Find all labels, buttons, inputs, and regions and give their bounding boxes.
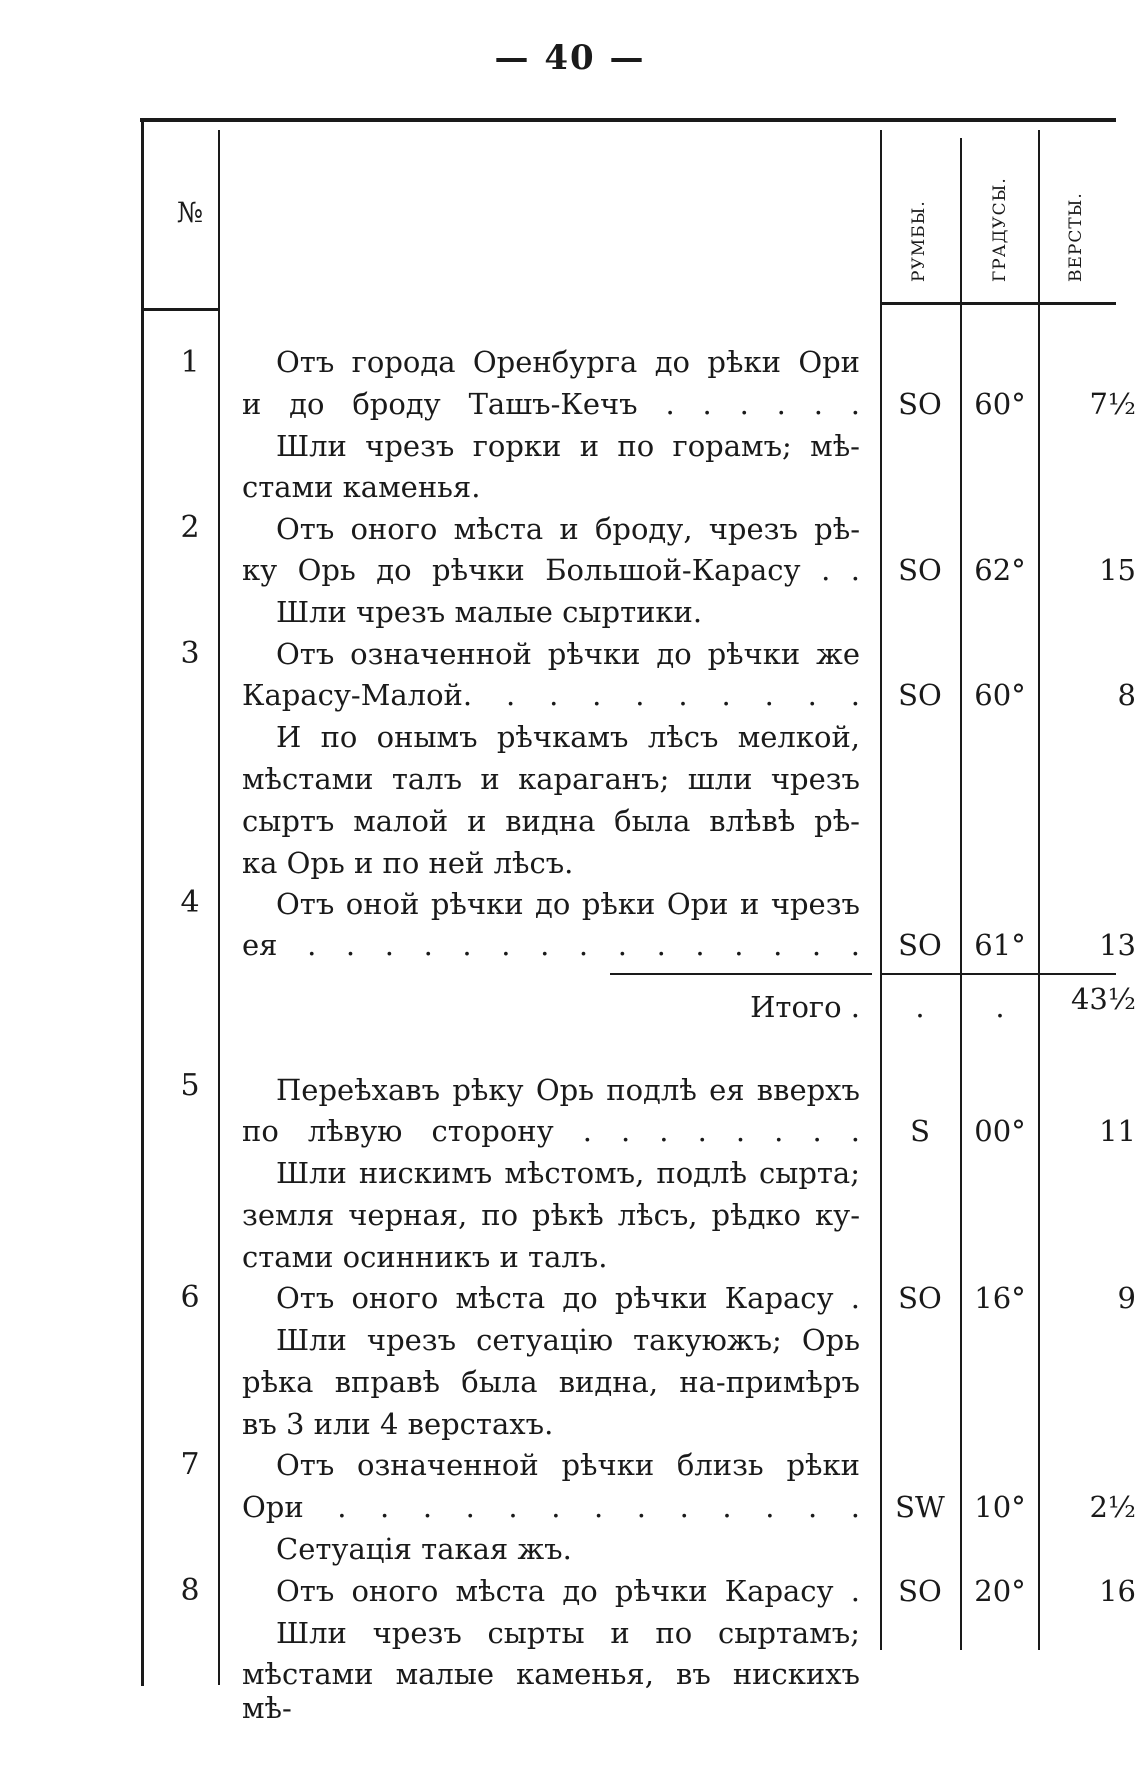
versty-column-rule <box>1038 130 1040 1650</box>
note-line: И по онымъ рѣчкамъ лѣсъ мелкой, <box>276 720 860 754</box>
route-line: ку Орь до рѣчки Большой-Карасу . . <box>242 553 860 587</box>
route-line: Переѣхавъ рѣку Орь подлѣ ея вверхъ <box>276 1073 860 1107</box>
subtotal-rule-text <box>610 973 872 975</box>
rumb-value: SW <box>895 1490 945 1524</box>
route-line: Карасу-Малой. . . . . . . . . . <box>242 678 860 712</box>
versty-value: 13 <box>1099 928 1136 962</box>
versty-value: 16 <box>1099 1574 1136 1608</box>
rumb-column-rule <box>880 130 882 1650</box>
row-number: 3 <box>180 636 200 671</box>
note-line: стами осинникъ и талъ. <box>242 1240 608 1274</box>
versty-value: 7½ <box>1089 387 1136 421</box>
row-number: 7 <box>180 1447 200 1482</box>
versty-value: 9 <box>1117 1281 1136 1315</box>
note-line: ка Орь и по ней лѣсъ. <box>242 846 574 880</box>
versty-value: 11 <box>1099 1114 1136 1148</box>
route-line: ея . . . . . . . . . . . . . . . <box>242 928 860 962</box>
degrees-value: 60° <box>974 678 1026 712</box>
row-number: 5 <box>180 1068 200 1103</box>
total-degrees: . <box>995 990 1005 1024</box>
note-line: Сетуація такая жъ. <box>276 1532 572 1566</box>
total-versty: 43½ <box>1070 982 1136 1016</box>
note-line: въ 3 или 4 верстахъ. <box>242 1407 554 1441</box>
degrees-value: 62° <box>974 553 1026 587</box>
row-number: 8 <box>180 1573 200 1608</box>
rumb-value: SO <box>898 928 942 962</box>
versty-value: 15 <box>1099 553 1136 587</box>
route-line: Отъ означенной рѣчки до рѣчки же <box>276 637 860 671</box>
row-number: 4 <box>180 885 200 920</box>
route-line: Отъ оной рѣчки до рѣки Ори и чрезъ <box>276 887 860 921</box>
rumb-value: S <box>910 1114 930 1148</box>
rumb-value: SO <box>898 553 942 587</box>
note-line: мѣстами талъ и караганъ; шли чрезъ <box>242 762 860 796</box>
page-number: — 40 — <box>494 38 646 78</box>
versty-column-header: ВЕРСТЫ. <box>1066 192 1086 282</box>
note-line: Шли чрезъ сетуацію такуюжъ; Орь <box>276 1323 860 1357</box>
number-header-underline <box>143 308 218 311</box>
route-line: и до броду Ташъ-Кечъ . . . . . . <box>242 387 860 421</box>
rumb-value: SO <box>898 1574 942 1608</box>
note-line: сыртъ малой и видна была влѣвѣ рѣ- <box>242 804 860 838</box>
note-line: Шли чрезъ горки и по горамъ; мѣ- <box>276 429 860 463</box>
degrees-value: 20° <box>974 1574 1026 1608</box>
note-line: Шли чрезъ малые сыртики. <box>276 595 703 629</box>
degrees-value: 16° <box>974 1281 1026 1315</box>
degrees-value: 00° <box>974 1114 1026 1148</box>
route-line: Отъ города Оренбурга до рѣки Ори <box>276 345 860 379</box>
route-line: по лѣвую сторону . . . . . . . . <box>242 1114 860 1148</box>
route-line: Отъ оного мѣста и броду, чрезъ рѣ- <box>276 512 860 546</box>
note-line: мѣстами малые каменья, въ нискихъ мѣ- <box>242 1657 860 1725</box>
rumb-value: SO <box>898 1281 942 1315</box>
row-number: 1 <box>180 345 200 380</box>
note-line: земля черная, по рѣкѣ лѣсъ, рѣдко ку- <box>242 1198 860 1232</box>
route-line: Отъ оного мѣста до рѣчки Карасу . <box>276 1281 860 1315</box>
versty-value: 8 <box>1117 678 1136 712</box>
degrees-value: 60° <box>974 387 1026 421</box>
rumb-value: SO <box>898 387 942 421</box>
rumb-value: SO <box>898 678 942 712</box>
route-line: Отъ оного мѣста до рѣчки Карасу . <box>276 1574 860 1608</box>
subtotal-rule-numbers <box>882 973 1116 975</box>
versty-value: 2½ <box>1089 1490 1136 1524</box>
note-line: рѣка вправѣ была видна, на-примѣръ <box>242 1365 860 1399</box>
total-rumb: . <box>915 990 925 1024</box>
number-column-header: № <box>176 196 204 229</box>
rumby-column-header: РУМБЫ. <box>909 200 929 282</box>
degrees-value: 61° <box>974 928 1026 962</box>
note-line: Шли чрезъ сырты и по сыртамъ; <box>276 1616 860 1650</box>
table-top-rule <box>140 118 1116 122</box>
row-number: 2 <box>180 510 200 545</box>
route-line: Ори . . . . . . . . . . . . . <box>242 1490 860 1524</box>
note-line: стами каменья. <box>242 470 481 504</box>
total-label: Итого . <box>750 990 860 1024</box>
table-left-rule <box>141 118 144 1686</box>
degrees-value: 10° <box>974 1490 1026 1524</box>
note-line: Шли нискимъ мѣстомъ, подлѣ сырта; <box>276 1156 860 1190</box>
route-line: Отъ означенной рѣчки близь рѣки <box>276 1448 860 1482</box>
gradusy-column-header: ГРАДУСЫ. <box>990 177 1010 282</box>
grad-column-rule <box>960 138 962 1650</box>
header-underline <box>882 302 1116 305</box>
row-number: 6 <box>180 1280 200 1315</box>
